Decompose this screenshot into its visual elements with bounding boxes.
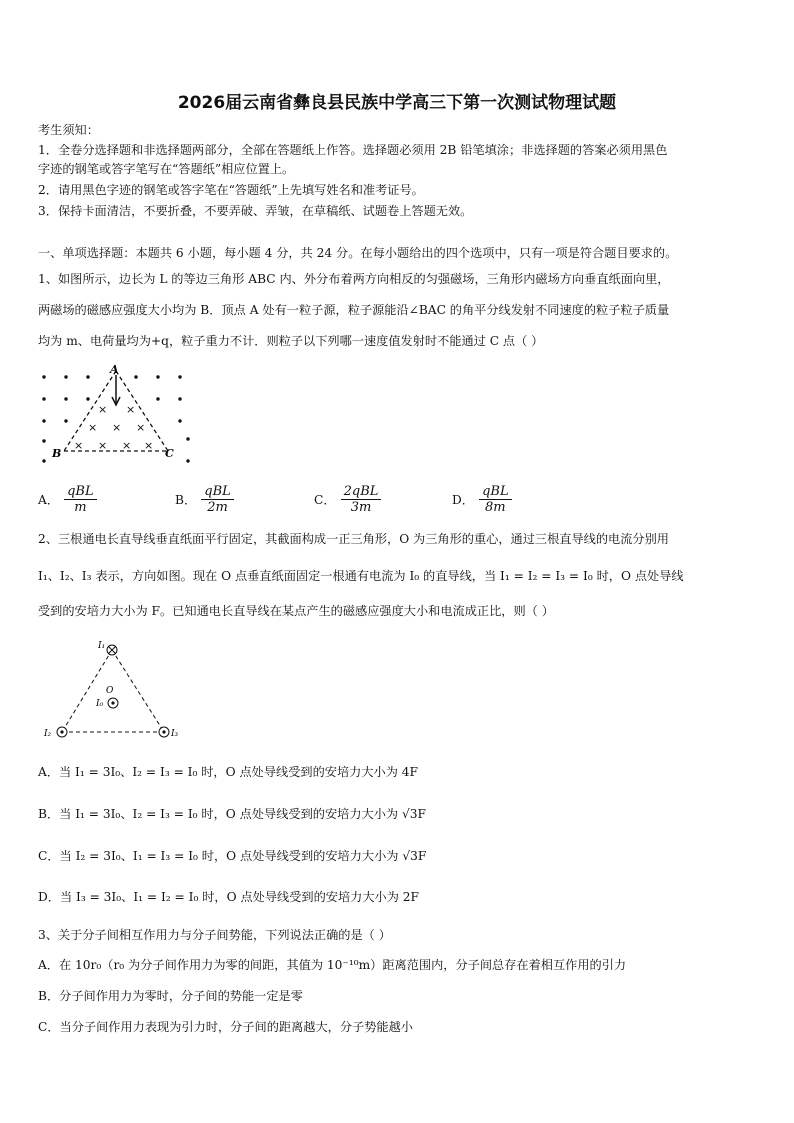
page-title: 2026届云南省彝良县民族中学高三下第一次测试物理试题 <box>177 93 617 113</box>
q3-option-a[interactable]: A．在 10r₀（r₀ 为分子间作用力为零的间距，其值为 10⁻¹⁰m）距离范围内，分子间总存在着相互作用的引力 <box>38 958 627 972</box>
fraction: $\frac{\text{qBL}}{m}$ <box>64 484 97 515</box>
svg-text:×: × <box>74 439 84 452</box>
velocity-arrow <box>112 375 120 405</box>
svg-text:×: × <box>126 403 136 416</box>
notice-heading: 考生须知： <box>38 123 99 137</box>
q3-option-b[interactable]: B．分子间作用力为零时，分子间的势能一定是零 <box>38 989 303 1003</box>
q3-stem: 3、关于分子间相互作用力与分子间势能，下列说法正确的是（ ） <box>38 928 391 942</box>
centroid-label: O <box>106 686 114 696</box>
section-heading: 一、单项选择题：本题共 6 小题，每小题 4 分，共 24 分。在每小题给出的四个选项中，只有一项是符合题目要求的。 <box>38 246 678 260</box>
wire-3-label: I₃ <box>171 729 179 739</box>
q1-field-figure <box>38 363 198 467</box>
notice-item-3: 3．保持卡面清洁，不要折叠，不要弄破、弄皱，在草稿纸、试题卷上答题无效。 <box>38 204 473 218</box>
svg-text:×: × <box>112 421 122 434</box>
q2-stem-3: 受到的安培力大小为 F。已知通电长直导线在某点产生的磁感应强度大小和电流成正比，则（ ） <box>38 604 554 618</box>
wire-0-dot-icon <box>108 698 118 708</box>
q2-stem-2: I₁、I₂、I₃ 表示，方向如图。现在 O 点垂直纸面固定一根通有电流为 I₀ 的直导线，当 I₁ = I₂ = I₃ = I₀ 时，O 点处导线 <box>38 569 684 583</box>
svg-text:×: × <box>136 421 146 434</box>
notice-item-1a: 1．全卷分选择题和非选择题两部分，全部在答题纸上作答。选择题必须用 2B 铅笔填涂；非选择题的答案必须用黑色 <box>38 143 668 157</box>
svg-text:×: × <box>98 403 108 416</box>
q3-option-c[interactable]: C．当分子间作用力表现为引力时，分子间的距离越大，分子势能越小 <box>38 1020 413 1034</box>
q2-option-c[interactable]: C．当 I₂ = 3I₀、I₁ = I₃ = I₀ 时，O 点处导线受到的安培力大小为 √3F <box>38 849 427 863</box>
vertex-a-label: A <box>110 363 119 376</box>
wire-2-dot-icon <box>57 727 67 737</box>
wire-3-dot-icon <box>159 727 169 737</box>
svg-text:×: × <box>98 439 108 452</box>
wire-0-label: I₀ <box>96 699 104 709</box>
q2-option-b[interactable]: B．当 I₁ = 3I₀、I₂ = I₃ = I₀ 时，O 点处导线受到的安培力大小为 √3F <box>38 807 426 821</box>
q2-option-d[interactable]: D．当 I₃ = 3I₀、I₁ = I₂ = I₀ 时，O 点处导线受到的安培力大小为 2F <box>38 890 419 904</box>
q1-stem-3: 均为 m、电荷量均为+q，粒子重力不计．则粒子以下列哪一速度值发射时不能通过 C 点（ ） <box>38 334 544 348</box>
field-crosses <box>74 403 153 452</box>
q2-stem-1: 2、三根通电长直导线垂直纸面平行固定，其截面构成一正三角形，O 为三角形的重心，通过三根直导线的电流分别用 <box>38 532 669 546</box>
fraction: $\frac{\text{qBL}}{2m}$ <box>201 484 234 515</box>
notice-item-1b: 字迹的钢笔或答字笔写在“答题纸”相应位置上。 <box>38 162 295 176</box>
svg-text:×: × <box>88 421 98 434</box>
q1-option-c[interactable]: C． $\frac{\text{2qBL}}{3m}$ <box>314 484 381 515</box>
vertex-b-label: B <box>52 447 62 460</box>
q1-stem-1: 1、如图所示，边长为 L 的等边三角形 ABC 内、外分布着两方向相反的匀强磁场，三角形内磁场方向垂直纸面向里， <box>38 272 670 286</box>
wire-1-cross-icon <box>107 645 117 655</box>
notice-item-2: 2．请用黑色字迹的钢笔或答字笔在“答题纸”上先填写姓名和准考证号。 <box>38 183 424 197</box>
q2-wires-figure <box>40 636 190 744</box>
fraction: $\frac{\text{qBL}}{8m}$ <box>479 484 512 515</box>
q1-option-b[interactable]: B． $\frac{\text{qBL}}{2m}$ <box>175 484 234 515</box>
vertex-c-label: C <box>165 447 174 460</box>
wire-1-label: I₁ <box>98 641 106 651</box>
q1-option-a[interactable]: A． $\frac{\text{qBL}}{m}$ <box>38 484 97 515</box>
wire-2-label: I₂ <box>44 729 52 739</box>
q2-option-a[interactable]: A．当 I₁ = 3I₀、I₂ = I₃ = I₀ 时，O 点处导线受到的安培力大小为 4F <box>38 765 419 779</box>
q1-option-d[interactable]: D． $\frac{\text{qBL}}{8m}$ <box>452 484 512 515</box>
svg-text:×: × <box>122 439 132 452</box>
svg-text:×: × <box>144 439 154 452</box>
fraction: $\frac{\text{2qBL}}{3m}$ <box>341 484 382 515</box>
q1-stem-2: 两磁场的磁感应强度大小均为 B．顶点 A 处有一粒子源，粒子源能沿∠BAC 的角平分线发射不同速度的粒子粒子质量 <box>38 303 670 317</box>
